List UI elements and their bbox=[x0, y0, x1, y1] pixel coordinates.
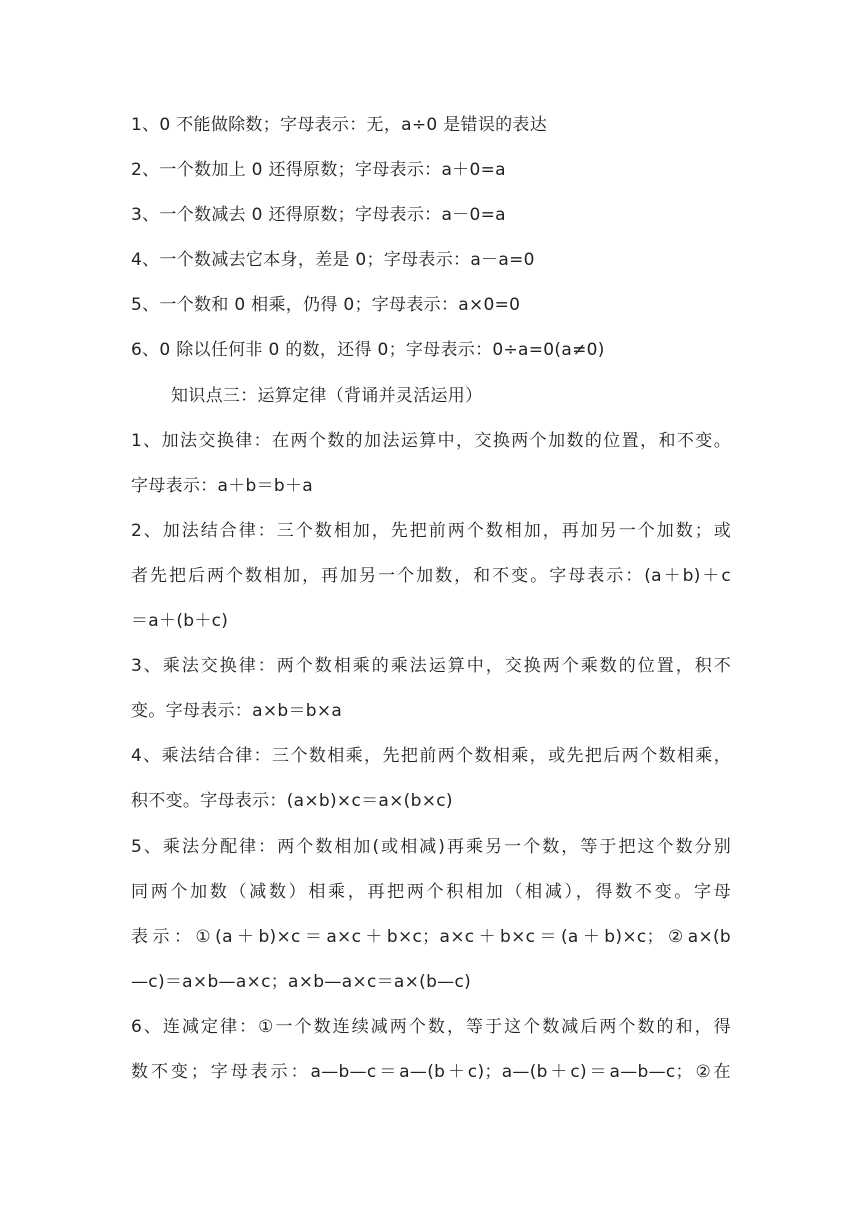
paragraph-line: 1、加法交换律：在两个数的加法运算中，交换两个加数的位置，和不变。 bbox=[131, 430, 731, 451]
rule-line: 6、0 除以任何非 0 的数，还得 0；字母表示：0÷a=0(a≠0) bbox=[131, 340, 605, 361]
paragraph-line: ＝a＋(b＋c) bbox=[131, 611, 229, 632]
rule-line: 4、一个数减去它本身，差是 0；字母表示：a－a=0 bbox=[131, 250, 535, 271]
rule-line: 2、一个数加上 0 还得原数；字母表示：a＋0=a bbox=[131, 160, 506, 181]
document-body bbox=[131, 103, 731, 1095]
paragraph-line: 者先把后两个数相加，再加另一个加数，和不变。字母表示：(a＋b)＋c bbox=[131, 565, 731, 586]
rule-line: 1、0 不能做除数；字母表示：无，a÷0 是错误的表达 bbox=[131, 115, 548, 135]
paragraph-line: 表示：①(a＋b)×c＝a×c＋b×c；a×c＋b×c＝(a＋b)×c；②a×(b bbox=[131, 926, 731, 947]
paragraph-line: 数不变；字母表示：a—b—c＝a—(b＋c)；a—(b＋c)＝a—b—c；②在 bbox=[131, 1061, 731, 1082]
paragraph-line: 变。字母表示：a×b＝b×a bbox=[131, 701, 343, 722]
paragraph-line: 字母表示：a＋b＝b＋a bbox=[131, 475, 314, 496]
paragraph-line: 4、乘法结合律：三个数相乘，先把前两个数相乘，或先把后两个数相乘， bbox=[131, 746, 731, 767]
paragraph-line: 积不变。字母表示：(a×b)×c＝a×(b×c) bbox=[131, 791, 453, 812]
paragraph-line: 6、连减定律：①一个数连续减两个数，等于这个数减后两个数的和，得 bbox=[131, 1016, 731, 1037]
paragraph-line: —c)＝a×b—a×c；a×b—a×c＝a×(b—c) bbox=[131, 971, 472, 992]
rule-line: 3、一个数减去 0 还得原数；字母表示：a－0=a bbox=[131, 205, 506, 226]
rule-line: 5、一个数和 0 相乘，仍得 0；字母表示：a×0=0 bbox=[131, 295, 521, 316]
paragraph-line: 2、加法结合律：三个数相加，先把前两个数相加，再加另一个加数；或 bbox=[131, 520, 731, 541]
section-heading: 知识点三：运算定律（背诵并灵活运用） bbox=[171, 385, 483, 406]
paragraph-line: 同两个加数（减数）相乘，再把两个积相加（相减），得数不变。字母 bbox=[131, 881, 731, 902]
paragraph-line: 5、乘法分配律：两个数相加(或相减)再乘另一个数，等于把这个数分别 bbox=[131, 836, 731, 857]
paragraph-line: 3、乘法交换律：两个数相乘的乘法运算中，交换两个乘数的位置，积不 bbox=[131, 656, 731, 677]
